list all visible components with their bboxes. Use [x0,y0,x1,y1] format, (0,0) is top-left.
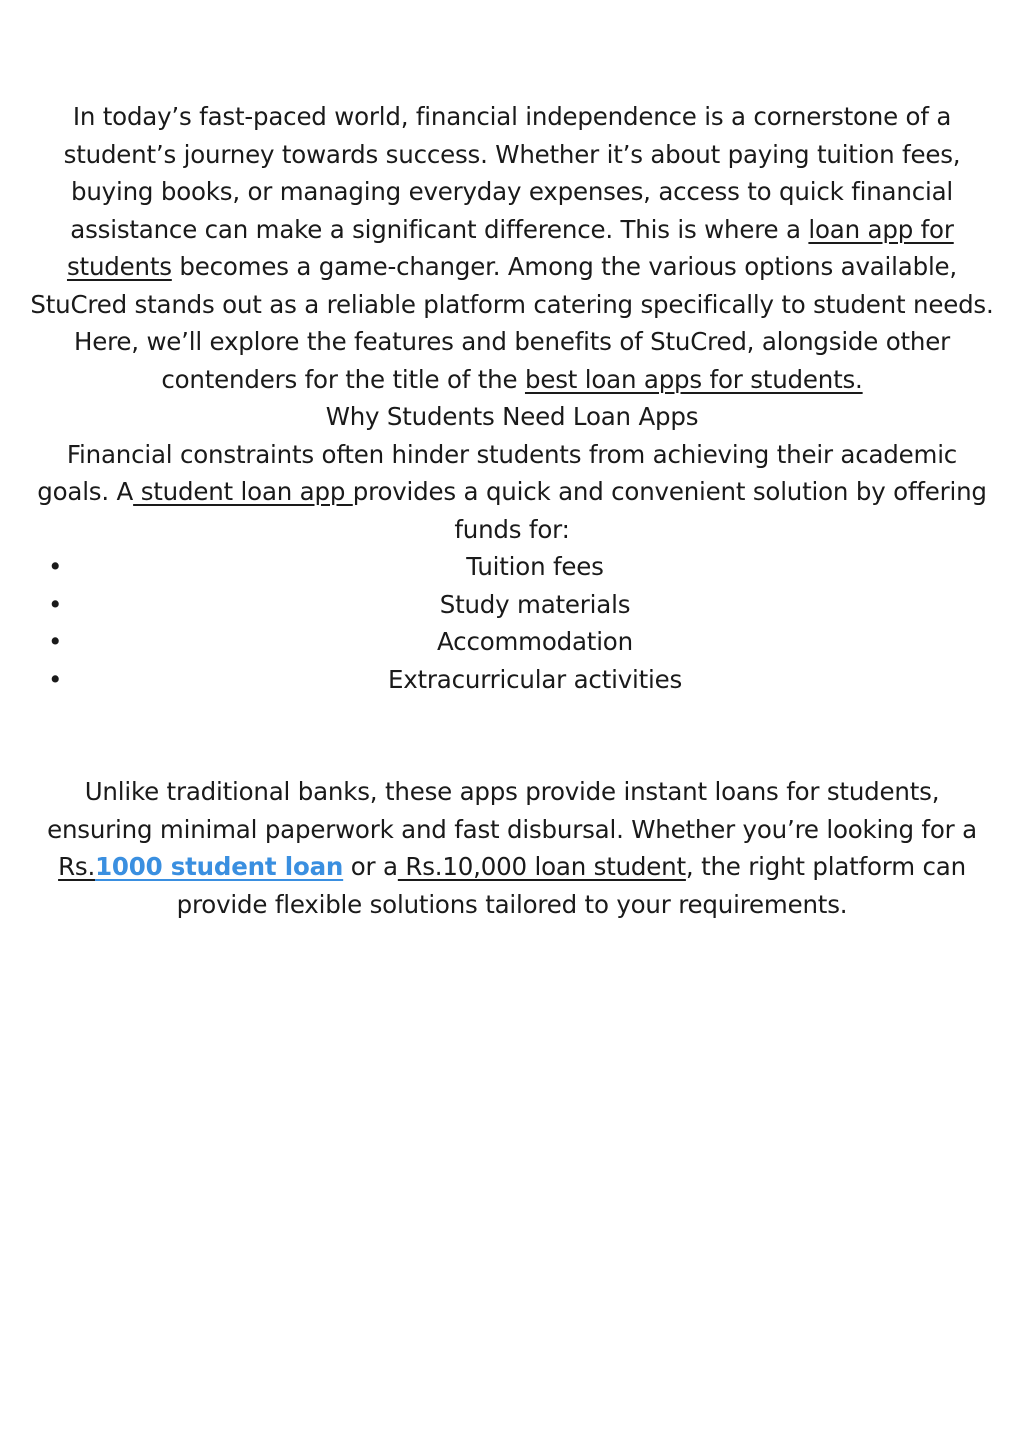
section-heading: Why Students Need Loan Apps [325,402,699,431]
best-loan-apps-link[interactable]: best loan apps for students. [524,364,863,394]
list-item [30,623,994,661]
bullet-icon: • [48,589,63,619]
closing-text-1: Unlike traditional banks, these apps provide instant loans for students, ensuring minimal paperwork and fast disbursal. Whether you’re looking for a [47,777,977,844]
bullet-icon: • [48,552,63,581]
need-text-1: Financial constraints often hinder students from achieving their academic goals. A [37,439,958,506]
bullet-icon: • [48,664,63,694]
closing-text-2: or a [343,852,398,881]
funds-list [30,548,994,698]
closing-text-3: , the right platform can provide flexible solutions tailored to your requirements. [176,852,966,919]
list-item-label: Study materials [439,589,631,619]
intro-paragraph [30,98,994,398]
loan-app-for-students-link[interactable]: loan app for students [66,214,954,281]
intro-text-2: becomes a game-changer. Among the various options available, StuCred stands out as a reliable platform catering specifically to student needs. Here, we’ll explore the features and benefits of StuCred, alongside other contenders for the title of the [30,252,994,394]
intro-text-1: In today’s fast-paced world, financial independence is a cornerstone of a student’s journey towards success. Whether it’s about paying tuition fees, buying books, or managing everyday expenses, access to quick financial assistance can make a significant difference. This is where a [63,102,961,244]
list-item-label: Tuition fees [466,552,604,581]
article-body [30,98,994,923]
rs-prefix-link[interactable]: Rs. [58,852,96,881]
need-paragraph [30,436,994,549]
need-text-2: provides a quick and convenient solution by offering funds for: [352,477,987,544]
rs-10000-loan-student-link[interactable]: Rs.10,000 loan student [397,852,686,881]
list-item [30,548,994,586]
spacer [30,698,994,773]
list-item-label: Extracurricular activities [387,664,683,694]
list-item [30,661,994,699]
student-loan-app-link[interactable]: student loan app [133,477,353,506]
list-item-label: Accommodation [437,627,633,656]
list-item [30,586,994,624]
closing-paragraph [30,773,994,923]
bullet-icon: • [48,627,63,656]
rs-1000-student-loan-link[interactable]: 1000 student loan [95,852,344,881]
